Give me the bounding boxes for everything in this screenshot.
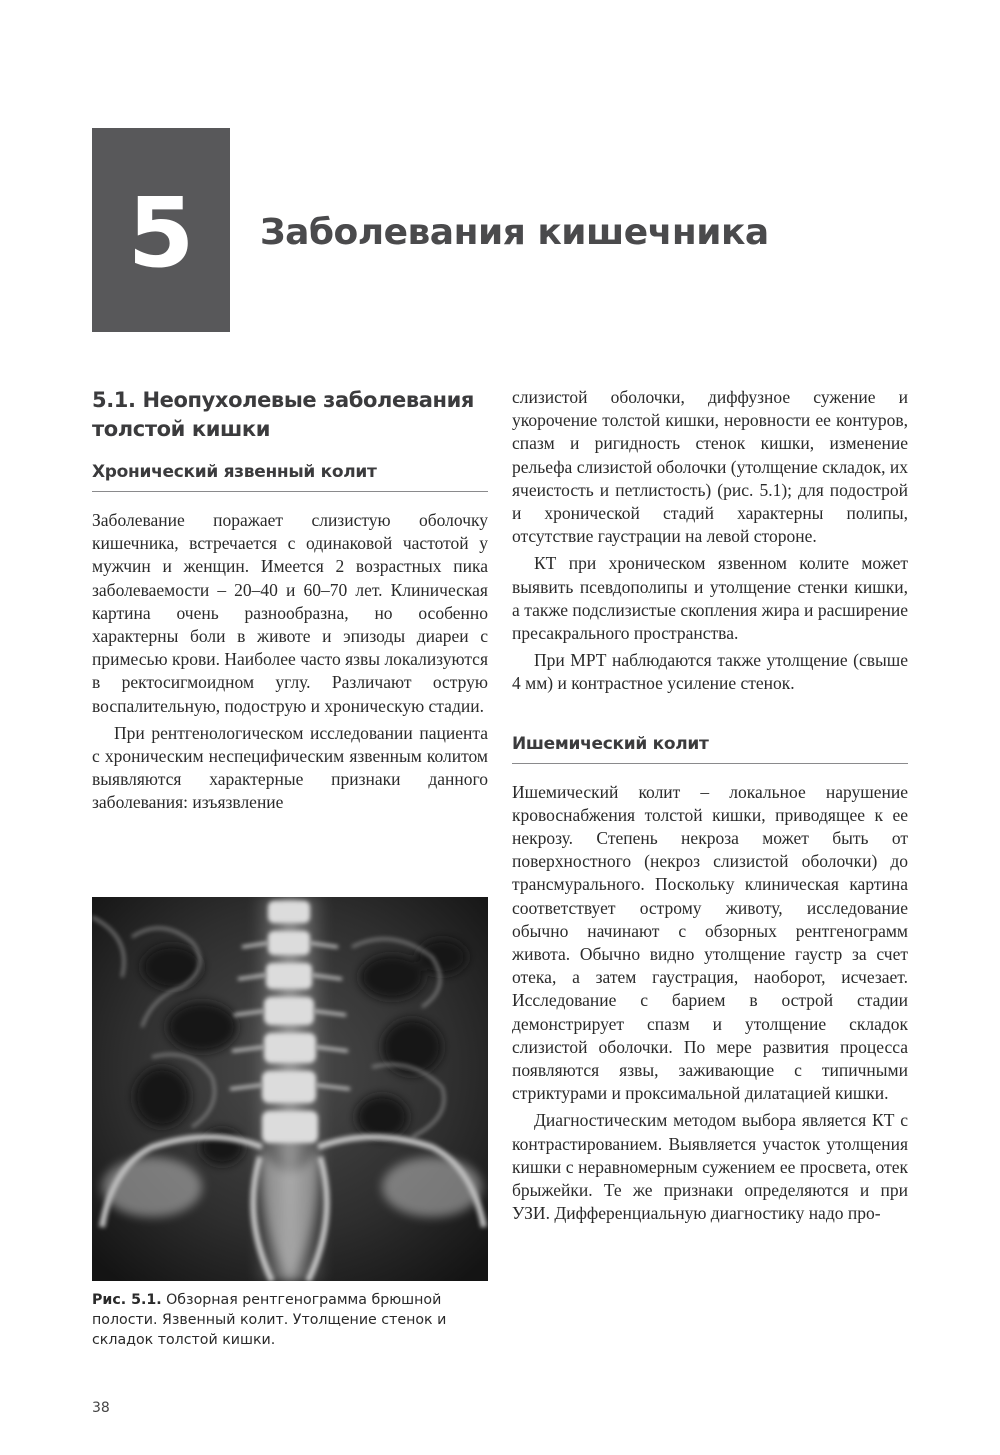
section-title-line1: 5.1. Неопухолевые заболевания	[92, 388, 475, 412]
paragraph-uc-3: КТ при хроническом язвенном колите может выявить псевдополипы и утолщение стенки кишки, а также подслизистые скопления жира и расширение пресакрального пространства.	[512, 553, 908, 644]
paragraph-uc-2-continued: слизистой оболочки, диффузное сужение и укорочение толстой кишки, неровности ее контуров, спазм и ригидность стенок кишки, изменение рельефа слизистой оболочки (утолщение складок, их ячеистость и петлистость) (рис. 5.1); для подострой и хронической стадий характерны полипы, отсутствие гаустрации на левой стороне.	[512, 387, 908, 547]
section-title	[92, 386, 488, 444]
page-number: 38	[92, 1400, 110, 1416]
xray-figure	[92, 897, 488, 1281]
paragraph-ic-2: Диагностическим методом выбора является КТ с контрастированием. Выявляется участок утолщения кишки с неравномерным сужением ее просвета, отек брыжейки. Те же признаки определяются и при УЗИ. Дифференциальную диагностику надо про-	[512, 1110, 908, 1224]
figure-label: Рис. 5.1.	[92, 1292, 162, 1308]
figure-caption-text: Обзорная рентгенограмма брюшной полости. Язвенный колит. Утолщение стенок и складок толстой кишки.	[92, 1292, 447, 1348]
xray-image	[92, 897, 488, 1281]
figure-caption	[92, 1290, 488, 1350]
subsection-heading-ulcerative-colitis: Хронический язвенный колит	[92, 460, 488, 492]
paragraph-ic-1: Ишемический колит – локальное нарушение кровоснабжения толстой кишки, приводящее к ее некрозу. Степень некроза может быть от поверхностного (некроз слизистой оболочки) до трансмурального. Поскольку клиническая картина соответствует острому животу, исследование обычно начинают с обзорных рентгенограмм живота. Обычно видно утолщение гаустр за счет отека, а затем гаустрация, наоборот, исчезает. Исследование с барием в острой стадии демонстрирует спазм и утолщение складок слизистой оболочки. По мере развития процесса появляются язвы, заживающие с типичными стриктурами и проксимальной дилатацией кишки.	[512, 781, 908, 1104]
paragraph-uc-4: При МРТ наблюдаются также утолщение (свыше 4 мм) и контрастное усиление стенок.	[512, 650, 908, 694]
left-column	[92, 386, 488, 815]
subsection-heading-ischemic-colitis: Ишемический колит	[512, 732, 908, 764]
paragraph-uc-1: Заболевание поражает слизистую оболочку кишечника, встречается с одинаковой частотой у мужчин и женщин. Имеется 2 возрастных пика заболеваемости – 20–40 и 60–70 лет. Клиническая картина очень разнообразна, но особенно характерны боли в животе и эпизоды диареи с примесью крови. Наиболее часто язвы локализуются в ректосигмоидном углу. Различают острую воспалительную, подострую и хроническую стадии.	[92, 510, 488, 716]
section-title-line2: толстой кишки	[92, 417, 271, 441]
chapter-number: 5	[92, 128, 230, 332]
chapter-title: Заболевания кишечника	[260, 212, 769, 253]
paragraph-uc-2: При рентгенологическом исследовании пациента с хроническим неспецифическим язвенным колитом выявляются характерные признаки данного заболевания: изъязвление	[92, 722, 488, 813]
right-column	[512, 386, 908, 1226]
